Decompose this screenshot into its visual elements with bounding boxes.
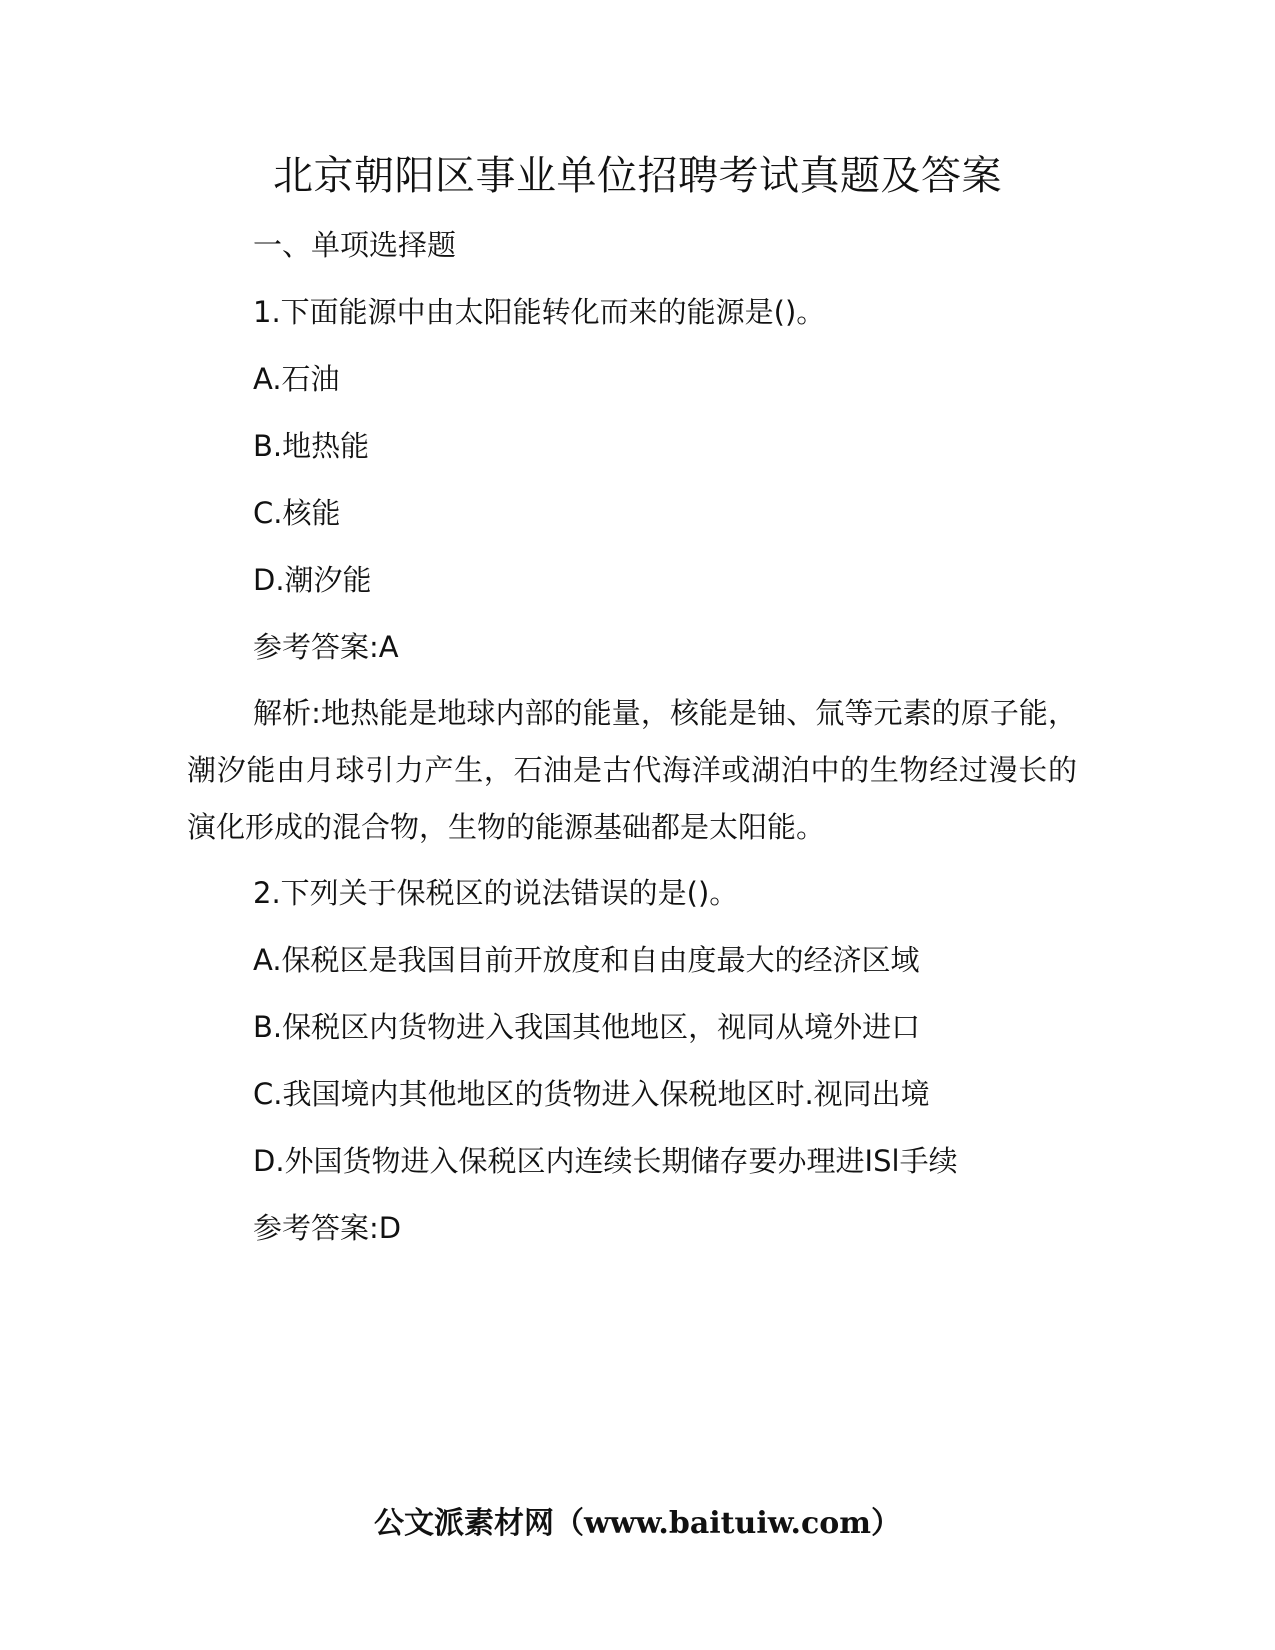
question-2-option-b: B.保税区内货物进入我国其他地区，视同从境外进口 bbox=[253, 1010, 921, 1044]
question-1-option-d: D.潮汐能 bbox=[253, 563, 372, 597]
question-1-stem: 1.下面能源中由太阳能转化而来的能源是()。 bbox=[253, 295, 826, 329]
section-heading: 一、单项选择题 bbox=[253, 228, 457, 262]
question-2-option-d: D.外国货物进入保税区内连续长期储存要办理进ISl手续 bbox=[253, 1144, 958, 1178]
question-1-answer: 参考答案:A bbox=[253, 630, 399, 664]
document-title: 北京朝阳区事业单位招聘考试真题及答案 bbox=[273, 153, 1002, 199]
question-2-option-c: C.我国境内其他地区的货物进入保税地区时.视同出境 bbox=[253, 1077, 930, 1111]
question-1-option-c: C.核能 bbox=[253, 496, 341, 530]
footer-source: 公文派素材网（www.baituiw.com） bbox=[373, 1506, 902, 1541]
question-1-option-b: B.地热能 bbox=[253, 429, 370, 463]
question-2-answer: 参考答案:D bbox=[253, 1211, 402, 1245]
document-body bbox=[187, 222, 1087, 1272]
question-1-option-a: A.石油 bbox=[253, 362, 340, 396]
question-2-option-a: A.保税区是我国目前开放度和自由度最大的经济区域 bbox=[253, 943, 920, 977]
question-1-analysis: 解析:地热能是地球内部的能量，核能是铀、氚等元素的原子能，潮汐能由月球引力产生，石油是古代海洋或湖泊中的生物经过漫长的演化形成的混合物，生物的能源基础都是太阳能。 bbox=[187, 696, 1077, 844]
question-2-stem: 2.下列关于保税区的说法错误的是()。 bbox=[253, 876, 739, 910]
